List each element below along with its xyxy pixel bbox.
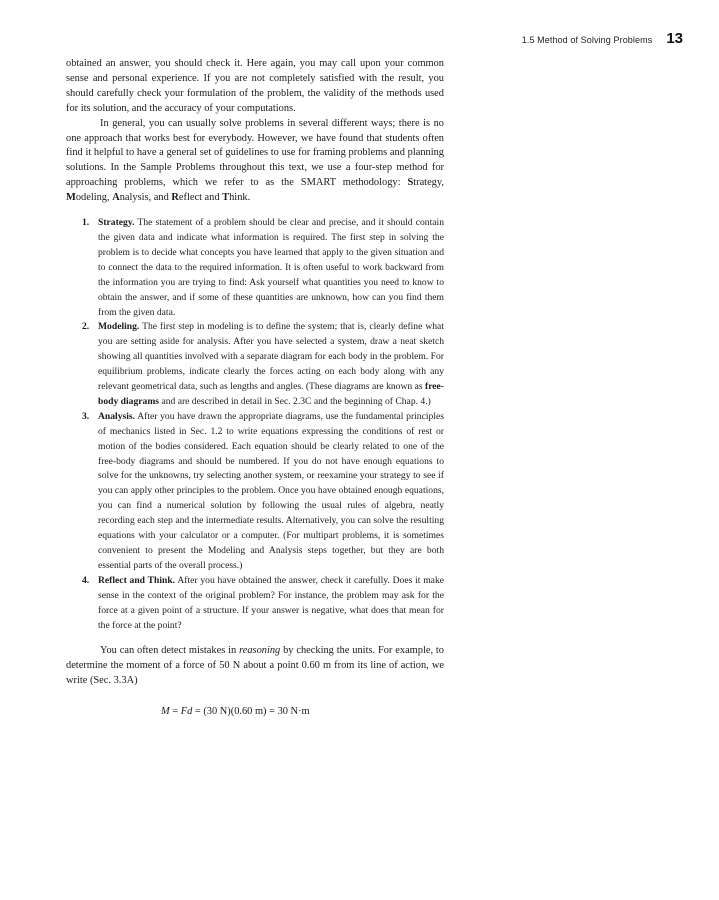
- eq-rest: = (30 N)(0.60 m) = 30 N·m: [192, 706, 310, 718]
- closing-text: You can often detect mistakes in: [100, 645, 240, 657]
- step-text: After you have drawn the appropriate diagrams, use the fundamental principles of mechanics listed in Sec. 1.2 to write equations expressing the conditions of rest or motion of the bodies considered. Each equation should be clearly related to one of the free-body diagrams and should be numbered. If you do not have enough equations to solve for the unknowns, try selecting another system, or reexamine your strategy to see if you can apply other principles to the problem. Once you have obtained enough equations, you can find a numerical solution by following the usual rules of algebra, neatly recording each step and the intermediate results. Alternatively, you can solve the resulting equations with your calculator or a computer. (For multipart problems, it is sometimes convenient to present the Modeling and Analysis steps together, but they are both essential parts of the overall process.): [98, 410, 444, 571]
- eq-symbol-m: M: [161, 706, 170, 718]
- step-strategy: [66, 216, 444, 320]
- page-body: [66, 57, 444, 720]
- smart-letter: S: [407, 177, 414, 189]
- step-title: Analysis.: [98, 410, 136, 422]
- smart-modeling: [66, 192, 112, 203]
- running-header: [522, 30, 683, 50]
- paragraph-2: [66, 117, 444, 206]
- step-text: After you have obtained the answer, check it carefully. Does it make sense in the context of the original problem? For instance, the problem may ask for the force at a given point of a structure. If your answer is negative, what does that mean for the force at the point?: [98, 574, 444, 631]
- closing-paragraph: [66, 644, 444, 689]
- step-title: Strategy.: [98, 217, 135, 229]
- step-text: The statement of a problem should be clear and precise, and it should contain the given data and indicate what information is required. The first step in solving the problem is to decide what concepts you have learned that apply to the given situation and to connect the data to the required information. It is often useful to work backward from the information you are trying to find: Ask yourself what quantities you need to know to obtain the answer, and if some of these quantities are unknown, how can you find them from the given data.: [98, 217, 444, 318]
- step-reflect-and-think: [66, 574, 444, 634]
- smart-rest: nalysis, and: [119, 192, 172, 204]
- page-number: 13: [666, 30, 683, 47]
- moment-equation: [66, 705, 444, 720]
- step-number: 4.: [82, 574, 90, 586]
- step-number: 1.: [82, 217, 90, 229]
- step-modeling: [66, 320, 444, 409]
- paragraph-2-text: In general, you can usually solve problems in several different ways; there is no one approach that works best for everybody. However, we have found that students often find it helpful to have a general set of guidelines to use for framing problems and planning solutions. In the Sample Problems throughout this text, we use a four-step method for approaching problems, which we refer to as the SMART methodology:: [66, 117, 444, 189]
- step-analysis: [66, 410, 444, 574]
- eq-symbol-fd: Fd: [180, 706, 193, 718]
- step-text: The first step in modeling is to define the system; that is, clearly define what you are setting aside for analysis. After you have selected a system, draw a neat sketch showing all quantities involved with a separate diagram for each body in the problem. For equilibrium problems, indicate clearly the forces acting on each body along with any relevant geometrical data, such as lengths and angles. (These diagrams are known as: [98, 321, 444, 393]
- smart-rest: eflect and: [178, 192, 223, 204]
- closing-text-continued: by checking the units. For example, to determine the moment of a force of 50 N about a point 0.60 m from its line of action, we write (Sec. 3.3A): [66, 645, 444, 687]
- section-title: 1.5 Method of Solving Problems: [521, 35, 653, 45]
- smart-rest: odeling,: [75, 192, 113, 204]
- paragraph-1: obtained an answer, you should check it. Here again, you may call upon your common sense and personal experience. If you are not completely satisfied with the result, you should carefully check your formulation of the problem, the validity of the methods used for its solution, and the accuracy of your computations.: [66, 58, 444, 114]
- smart-steps-list: [66, 216, 444, 633]
- smart-reflect: [171, 192, 222, 203]
- free-body-diagrams-term: free-body diagrams: [98, 381, 444, 407]
- smart-letter: R: [171, 192, 179, 204]
- smart-analysis: [112, 192, 171, 203]
- smart-letter: M: [66, 192, 76, 204]
- step-title: Reflect and Think.: [98, 574, 176, 586]
- smart-think: [222, 192, 250, 203]
- smart-letter: A: [112, 192, 120, 204]
- smart-rest: trategy,: [413, 177, 444, 189]
- smart-letter: T: [222, 192, 230, 204]
- step-number: 2.: [82, 321, 90, 333]
- step-text-continued: and are described in detail in Sec. 2.3C and the beginning of Chap. 4.): [159, 395, 431, 407]
- reasoning-emphasis: reasoning: [239, 645, 281, 657]
- smart-strategy: [407, 177, 444, 188]
- step-title: Modeling.: [98, 321, 140, 333]
- smart-rest: hink.: [229, 192, 251, 204]
- eq-equals: =: [169, 706, 181, 718]
- step-number: 3.: [82, 410, 90, 422]
